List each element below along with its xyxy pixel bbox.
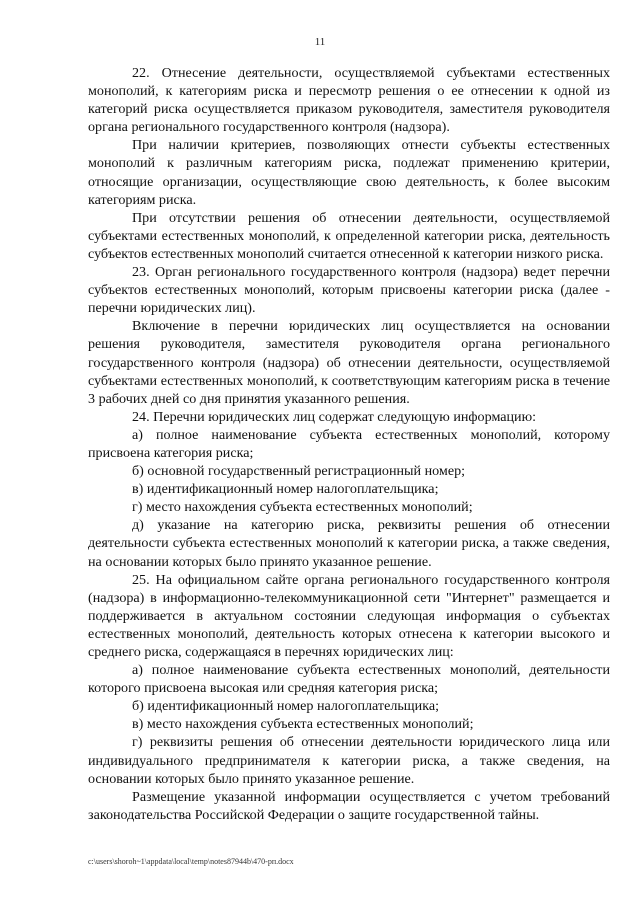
- list-item-24d: г) место нахождения субъекта естественных монополий;: [132, 499, 473, 516]
- paragraph-24: 24. Перечни юридических лиц содержат следующую информацию:: [132, 408, 537, 425]
- list-item-25b: б) идентификационный номер налогоплательщика;: [132, 698, 439, 715]
- paragraph-23: 23. Орган регионального государственного контроля (надзора) ведет перечни субъектов естественных монополий, которым присвоены категории риска (далее - перечни юридических лиц).: [88, 264, 610, 317]
- list-item-25c: в) место нахождения субъекта естественных монополий;: [132, 716, 474, 733]
- paragraph-low-risk: При отсутствии решения об отнесении деятельности, осуществляемой субъектами естественных монополий, к определенной категории риска, деятельность субъектов естественных монополий считается отнесенной к категории низкого риска.: [88, 209, 610, 262]
- paragraph-22: 22. Отнесение деятельности, осуществляемой субъектами естественных монополий, к категориям риска и пересмотр решения о ее отнесении к одной из категорий риска осуществляется приказом руководителя, заместителя руководителя органа регионального государственного контроля (надзора).: [88, 65, 610, 136]
- paragraph-criteria: При наличии критериев, позволяющих отнести субъекты естественных монополий к различным категориям риска, подлежат применению критерии, относящие организации, осуществляющие свою деятельность, к более высоким категориям риска.: [88, 137, 610, 208]
- list-item-25a: а) полное наименование субъекта естественных монополий, деятельности которого присвоена высокая или средняя категория риска;: [88, 662, 610, 697]
- list-item-25d: г) реквизиты решения об отнесении деятельности юридического лица или индивидуального предпринимателя к категории риска, а также сведения, на основании которых было принято указанное решение.: [88, 734, 610, 787]
- footer-file-path: c:\users\shoroh~1\appdata\local\temp\notes87944b\470-рп.docx: [88, 857, 294, 866]
- list-item-24c: в) идентификационный номер налогоплательщика;: [132, 481, 439, 498]
- list-item-24e: д) указание на категорию риска, реквизиты решения об отнесении деятельности субъекта естественных монополий к категории риска, а также сведения, на основании которых было принято указанное решение.: [88, 517, 610, 570]
- list-item-24a: а) полное наименование субъекта естественных монополий, которому присвоена категория риска;: [88, 426, 610, 461]
- paragraph-25: 25. На официальном сайте органа регионального государственного контроля (надзора) в информационно-телекоммуникационной сети "Интернет" размещается и поддерживается в актуальном состоянии следующая информация о субъектах естественных монополий, деятельность которых отнесена к категории высокого и среднего риска, содержащаяся в перечнях юридических лиц:: [88, 571, 610, 660]
- list-item-24b: б) основной государственный регистрационный номер;: [132, 463, 466, 480]
- page-number: 11: [314, 36, 326, 48]
- document-body: [88, 64, 610, 824]
- paragraph-secrecy: Размещение указанной информации осуществляется с учетом требований законодательства Российской Федерации о защите государственной тайны.: [88, 788, 610, 823]
- paragraph-inclusion: Включение в перечни юридических лиц осуществляется на основании решения руководителя, заместителя руководителя органа регионального государственного контроля (надзора) об отнесении деятельности, осуществляемой субъектами естественных монополий, к соответствующим категориям риска в течение 3 рабочих дней со дня принятия указанного решения.: [88, 318, 610, 407]
